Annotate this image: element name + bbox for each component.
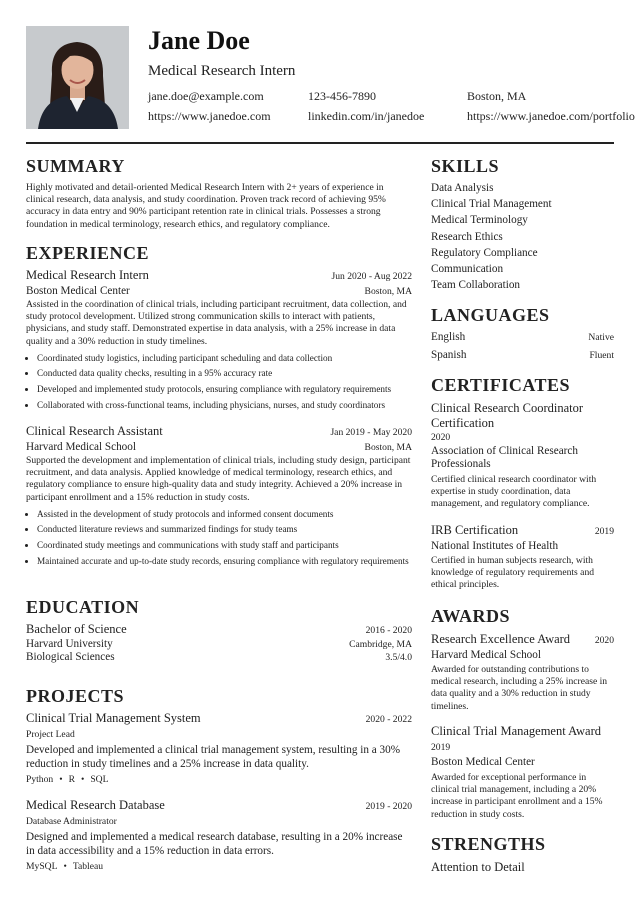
portfolio-link[interactable]: https://www.janedoe.com/portfolio (467, 109, 635, 123)
languages-list (431, 329, 614, 364)
language-item (431, 329, 614, 347)
job-org: Harvard Medical School (26, 441, 136, 453)
project-tool: SQL (90, 774, 109, 785)
skills-list (431, 180, 614, 293)
awards-heading: AWARDS (431, 606, 511, 626)
education-dates: 2016 - 2020 (365, 625, 412, 636)
job-title: Clinical Research Assistant (26, 424, 163, 438)
certificate-description: Certified in human subjects research, with knowledge of regulatory requirements and ethical principles. (431, 555, 595, 591)
experience-item (26, 268, 412, 414)
profile-photo (26, 26, 129, 129)
job-bullet: • Conducted literature reviews and summarized findings for study teams (37, 523, 412, 535)
skills-heading: SKILLS (431, 156, 500, 176)
experience-heading: EXPERIENCE (26, 243, 150, 263)
skill-item: Clinical Trial Management (431, 198, 552, 211)
avatar (26, 26, 129, 129)
award-description: Awarded for exceptional performance in clinical trial management, including a 20% increase in participant enrollment and a 15% reduction in study costs. (431, 772, 603, 820)
language-name: English (431, 331, 466, 343)
certificate-name: IRB Certification (431, 523, 519, 537)
candidate-title: Medical Research Intern (148, 63, 296, 79)
job-location: Boston, MA (364, 442, 412, 453)
award-description: Awarded for outstanding contributions to medical research, including a 25% increase in data quality and a 30% reduction in study timelines. (431, 664, 608, 712)
project-item (26, 711, 412, 785)
summary-text: Highly motivated and detail-oriented Medical Research Intern with 2+ years of experience in clinical research, data analysis, and study coordination. Proven track record of achieving 95% accuracy in data entry and 90% participant retention rate in clinical trials. Possesses a strong foundation in medical terminology, research ethics, and regulatory compliance. (26, 182, 386, 230)
strength-item: Attention to Detail (431, 860, 525, 874)
project-description: Developed and implemented a clinical trial management system, resulting in a 30% reduction in study timelines and a 25% increase in data quality. (26, 744, 401, 770)
languages-heading: LANGUAGES (431, 305, 550, 325)
project-name: Medical Research Database (26, 798, 165, 812)
skill-item: Regulatory Compliance (431, 246, 538, 259)
language-item (431, 347, 614, 365)
job-title: Medical Research Intern (26, 268, 149, 282)
skill-item: Communication (431, 263, 504, 276)
job-description: Supported the development and implementation of clinical trials, including study design, participant recruitment, and data analysis. Applied knowledge of medical terminology, research ethics, and regulatory compliance to ensure high-quality data and study integrity. Achieved a 20% increase in participant enrollment and a 15% reduction in study costs. (26, 455, 411, 503)
strengths-heading: STRENGTHS (431, 834, 546, 854)
candidate-name: Jane Doe (148, 26, 250, 55)
award-item (431, 724, 614, 821)
project-tools: Python • R • SQL (26, 774, 109, 785)
linkedin-link[interactable]: linkedin.com/in/janedoe (308, 109, 425, 123)
gpa: 3.5/4.0 (385, 652, 412, 663)
skill-item: Medical Terminology (431, 214, 528, 227)
skill-item: Research Ethics (431, 230, 503, 243)
school: Harvard University (26, 638, 113, 650)
job-dates: Jun 2020 - Aug 2022 (331, 271, 412, 282)
job-bullet: • Collaborated with cross-functional teams, including physicians, nurses, and study coordinators (37, 399, 412, 411)
email-link[interactable]: jane.doe@example.com (148, 89, 264, 103)
project-tool: Python (26, 774, 54, 785)
certificate-name: Clinical Research Coordinator Certification (431, 401, 584, 430)
certificate-item (431, 523, 614, 592)
job-bullet: • Assisted in the development of study protocols and informed consent documents (37, 508, 412, 520)
phone-text[interactable]: 123-456-7890 (308, 89, 376, 103)
project-tool: Tableau (72, 861, 104, 872)
job-bullet: • Conducted data quality checks, resulting in a 95% accuracy rate (37, 367, 412, 379)
project-tool: MySQL (26, 861, 58, 872)
education-heading: EDUCATION (26, 597, 140, 617)
job-bullet: • Coordinated study logistics, including participant scheduling and data collection (37, 352, 412, 364)
project-name: Clinical Trial Management System (26, 711, 201, 725)
certificate-issuer: Association of Clinical Research Professionals (431, 445, 578, 470)
certificate-description: Certified clinical research coordinator with expertise in study coordination, data management, and regulatory compliance. (431, 474, 597, 510)
job-bullet: • Maintained accurate and up-to-date study records, ensuring compliance with regulatory requirements (37, 555, 412, 567)
certificate-year: 2020 (431, 432, 451, 443)
certificate-year: 2019 (594, 526, 614, 537)
award-name: Research Excellence Award (431, 632, 571, 646)
skill-item: Data Analysis (431, 182, 494, 194)
project-dates: 2020 - 2022 (365, 714, 412, 725)
project-role: Database Administrator (26, 816, 117, 827)
certificate-item (431, 401, 614, 511)
education-location: Cambridge, MA (349, 639, 412, 650)
language-name: Spanish (431, 348, 467, 361)
award-name: Clinical Trial Management Award (431, 724, 602, 738)
website-link[interactable]: https://www.janedoe.com (148, 109, 271, 123)
project-tools: MySQL • Tableau (26, 861, 104, 872)
projects-heading: PROJECTS (26, 686, 125, 706)
job-dates: Jan 2019 - May 2020 (330, 427, 412, 438)
language-level: Native (588, 332, 614, 343)
certificates-heading: CERTIFICATES (431, 375, 571, 395)
award-year: 2019 (431, 742, 451, 753)
project-tool: R (68, 774, 75, 785)
job-bullet: • Coordinated study meetings and communications with study staff and participants (37, 539, 412, 551)
summary-heading: SUMMARY (26, 156, 125, 176)
location-text: Boston, MA (467, 89, 527, 103)
award-org: Harvard Medical School (431, 649, 541, 661)
job-location: Boston, MA (364, 286, 412, 297)
award-item (431, 632, 614, 713)
header-divider (26, 142, 614, 144)
project-item (26, 798, 412, 872)
job-description: Assisted in the coordination of clinical trials, including participant recruitment, data collection, and study protocol development. Utilized strong communication skills to interact with patients, physicians, and study staff. Demonstrated expertise in data analysis, with a 25% increase in data quality and a 30% reduction in study timelines. (26, 299, 407, 347)
award-year: 2020 (594, 635, 614, 646)
award-org: Boston Medical Center (431, 756, 535, 768)
project-description: Designed and implemented a medical research database, resulting in a 20% increase in data accessibility and a 15% reduction in data errors. (26, 831, 403, 857)
education-item (26, 622, 412, 663)
project-role: Project Lead (26, 729, 75, 740)
major: Biological Sciences (26, 651, 115, 663)
job-bullet: • Developed and implemented study protocols, ensuring compliance with regulatory requirements (37, 383, 412, 395)
language-level: Fluent (589, 349, 614, 361)
project-dates: 2019 - 2020 (365, 801, 412, 812)
degree: Bachelor of Science (26, 622, 127, 636)
certificate-issuer: National Institutes of Health (431, 540, 559, 552)
skill-item: Team Collaboration (431, 279, 521, 292)
experience-item (26, 424, 412, 570)
job-org: Boston Medical Center (26, 285, 130, 297)
